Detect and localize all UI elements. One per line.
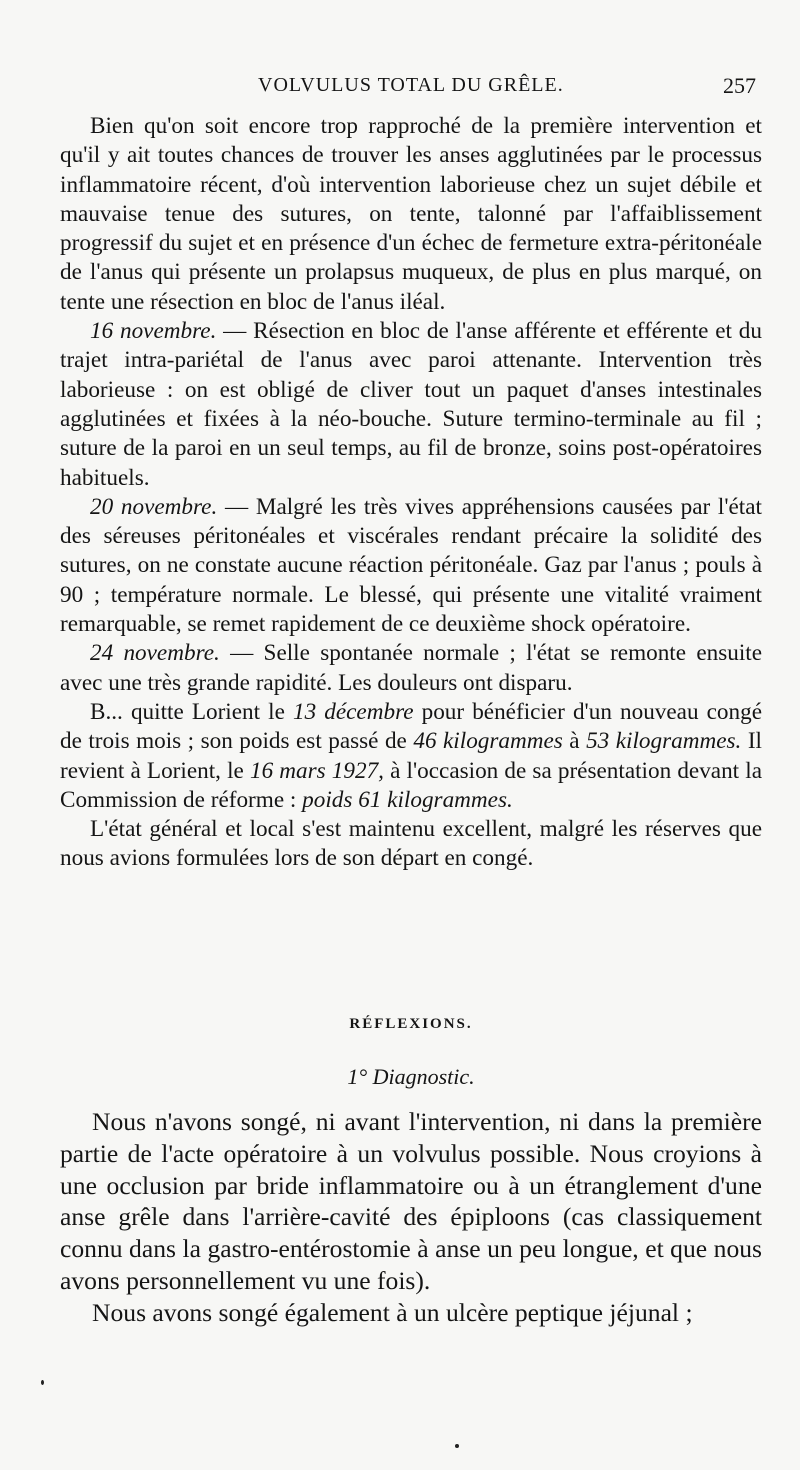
running-title: VOLVULUS TOTAL DU GRÊLE. [258, 74, 564, 96]
paragraph-volvulus: Nous n'avons songé, ni avant l'intervention, ni dans la première partie de l'acte opératoire à un volvulus possible. Nous croyions à une occlusion par bride inflammatoire ou à un étranglement d'une anse grêle dans l'arrière-cavité des épiploons (cas classiquement connu dans la gastro-entérostomie à anse un peu longue, et que nous avons personnellement vu une fois). [60, 1107, 762, 1295]
emphasis-date: 16 mars 1927, [249, 757, 384, 784]
scan-speck [455, 1444, 459, 1448]
paragraph-24-novembre-text: — Selle spontanée normale ; l'état se remonte ensuite avec une très grande rapidité. Les douleurs ont disparu. [60, 640, 762, 696]
page-header [60, 70, 760, 104]
text-segment: Il revient à Lorient, le [60, 728, 762, 784]
date-24-novembre: 24 novembre. [90, 640, 220, 667]
paragraph-16-novembre [60, 317, 762, 493]
paragraph-20-novembre-text: — Malgré les très vives appréhensions causées par l'état des séreuses péritonéales et viscérales rendant précaire la solidité des sutures, on ne constate aucune réaction péritonéale. Gaz par l'anus ; pouls à 90 ; température normale. Le blessé, qui présente une vitalité vraiment remarquable, se remet rapidement de ce deuxième shock opératoire. [60, 493, 762, 638]
emphasis-weight: 53 kilogrammes. [586, 728, 742, 755]
paragraph-intro: Bien qu'on soit encore trop rapproché de la première intervention et qu'il y ait toutes chances de trouver les anses agglutinées par le processus inflammatoire récent, d'où intervention laborieuse chez un sujet débile et mauvaise tenue des sutures, on tente, talonné par l'affaiblissement progressif du sujet et en présence d'un échec de fermeture extra-péritonéale de l'anus qui présente un prolapsus muqueux, de plus en plus marqué, on tente une résection en bloc de l'anus iléal. [60, 113, 762, 315]
text-segment: pour bénéficier d'un nouveau congé de trois mois ; son poids est passé de [60, 698, 763, 755]
paragraph-24-novembre [60, 639, 762, 698]
paragraph-general-state: L'état général et local s'est maintenu excellent, malgré les réserves que nous avions formulées lors de son départ en congé. [60, 816, 762, 872]
paragraph-departure [60, 698, 762, 815]
date-16-novembre: 16 novembre. [90, 318, 217, 345]
paragraph-16-novembre-text: — Résection en bloc de l'anse afférente et efférente et du trajet intra-pariétal de l'anus avec paroi attenante. Intervention très laborieuse : on est obligé de cliver tout un paquet d'anses intestinales agglutinées et fixées à la néo-bouche. Suture termino-terminale au fil ; suture de la paroi en un seul temps, au fil de bronze, soins post-opératoires habituels. [60, 318, 762, 491]
emphasis-date: 13 décembre [292, 698, 414, 725]
text-segment: à l'occasion de sa présentation devant la Commission de réforme : [60, 757, 762, 813]
paragraph-20-novembre [60, 493, 762, 639]
paragraph-ulcer: Nous avons songé également à un ulcère peptique jéjunal ; [92, 1297, 693, 1327]
date-20-novembre: 20 novembre. [90, 493, 218, 520]
text-segment: B... quitte Lorient le [90, 698, 293, 725]
subsection-heading: 1° Diagnostic. [347, 1064, 475, 1089]
body-text [60, 112, 762, 874]
section-heading: RÉFLEXIONS. [349, 1016, 473, 1032]
diagnostic-text [60, 1106, 762, 1329]
page-number: 257 [723, 73, 756, 98]
emphasis-weight: 46 kilogrammes [413, 728, 563, 755]
scan-speck [41, 1380, 44, 1385]
emphasis-weight: poids 61 kilogrammes. [302, 786, 513, 813]
text-segment: à [562, 728, 587, 755]
